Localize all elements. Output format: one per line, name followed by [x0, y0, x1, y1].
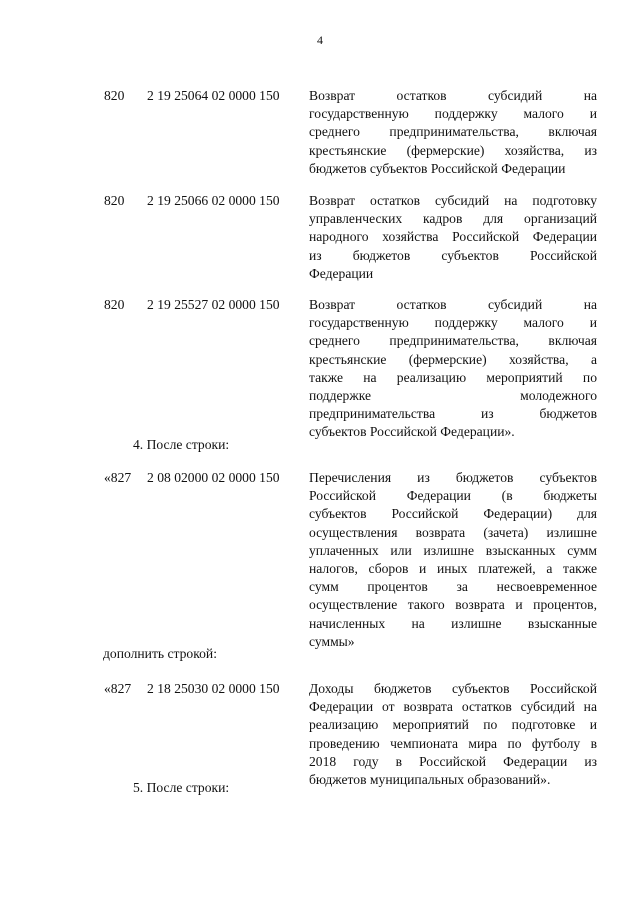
description-line: государственную поддержку малого и	[309, 106, 597, 122]
description-line: государственную поддержку малого и	[309, 315, 597, 331]
budget-classification-code: 2 19 25527 02 0000 150	[147, 297, 280, 312]
description-line: бюджетов муниципальных образований».	[309, 772, 551, 788]
table-row	[0, 87, 640, 176]
description-line: 2018 году в Российской Федерации из	[309, 753, 597, 769]
table-row	[0, 296, 640, 440]
description-line: осуществления возврата (зачета) излишне	[309, 524, 597, 540]
description-line: уплаченных или излишне взысканных сумм	[309, 542, 597, 558]
row-description	[309, 192, 597, 283]
table-row	[0, 469, 640, 649]
description-line: поддержке молодежного	[309, 388, 597, 404]
description-line: народного хозяйства Российской Федерации	[309, 229, 597, 245]
instruction-add-row: дополнить строкой:	[103, 646, 217, 661]
instruction-after-row-5: 5. После строки:	[133, 780, 230, 795]
description-line: сумм процентов за несвоевременное	[309, 579, 597, 595]
description-line: бюджетов субъектов Российской Федерации	[309, 160, 566, 176]
description-line: осуществление такого возврата и процентов,	[309, 597, 597, 613]
description-line: Возврат остатков субсидий на подготовку	[309, 193, 597, 208]
description-line: начисленных на излишне взысканные	[309, 615, 597, 631]
description-line: предпринимательства из бюджетов	[309, 406, 597, 422]
admin-code: 820	[104, 297, 125, 312]
description-line: Возврат остатков субсидий на	[309, 297, 597, 312]
budget-classification-code: 2 19 25064 02 0000 150	[147, 88, 280, 103]
budget-classification-code: 2 08 02000 02 0000 150	[147, 470, 280, 485]
description-line: реализацию мероприятий по подготовке и	[309, 717, 597, 733]
admin-code: 820	[104, 88, 125, 103]
description-line: из бюджетов субъектов Российской	[309, 247, 597, 263]
description-line: проведению чемпионата мира по футболу в	[309, 735, 597, 751]
description-line: среднего предпринимательства, включая	[309, 333, 597, 349]
description-line: крестьянские (фермерские) хозяйства, из	[309, 142, 597, 158]
description-line: субъектов Российской Федерации) для	[309, 506, 597, 522]
description-line: Федерации	[309, 265, 374, 281]
budget-classification-code: 2 18 25030 02 0000 150	[147, 681, 280, 696]
row-description	[309, 87, 597, 178]
description-line: крестьянские (фермерские) хозяйства, а	[309, 351, 597, 367]
description-line: среднего предпринимательства, включая	[309, 124, 597, 140]
row-description	[309, 469, 597, 651]
description-line: Доходы бюджетов субъектов Российской	[309, 681, 597, 696]
description-line: налогов, сборов и иных платежей, а также	[309, 561, 597, 577]
description-line: Федерации от возврата остатков субсидий на	[309, 699, 597, 715]
description-line: Возврат остатков субсидий на	[309, 88, 597, 103]
description-line: также на реализацию мероприятий по	[309, 369, 597, 385]
instruction-after-row-4: 4. После строки:	[133, 437, 230, 452]
admin-code: «827	[104, 470, 132, 485]
description-line: Перечисления из бюджетов субъектов	[309, 470, 597, 485]
admin-code: «827	[104, 681, 132, 696]
page-number: 4	[317, 33, 323, 47]
description-line: управленческих кадров для организаций	[309, 211, 597, 227]
row-description	[309, 680, 597, 789]
admin-code: 820	[104, 193, 125, 208]
description-line: субъектов Российской Федерации».	[309, 424, 515, 440]
table-row	[0, 192, 640, 281]
budget-classification-code: 2 19 25066 02 0000 150	[147, 193, 280, 208]
description-line: Российской Федерации (в бюджеты	[309, 488, 597, 504]
description-line: суммы»	[309, 633, 355, 649]
row-description	[309, 296, 597, 442]
